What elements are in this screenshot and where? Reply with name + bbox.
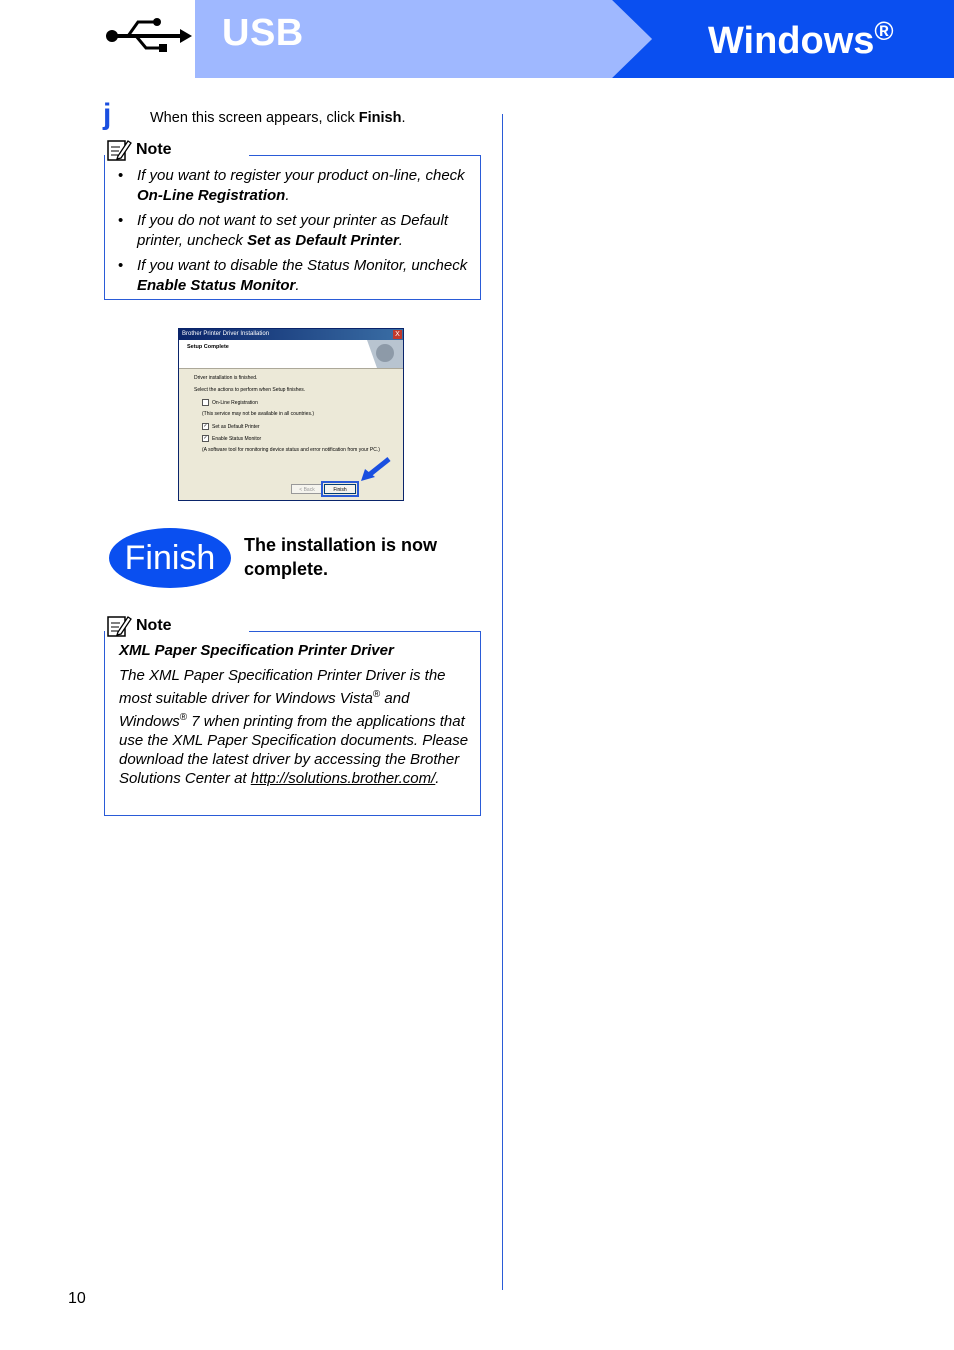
usb-icon <box>104 16 194 56</box>
page-number: 10 <box>68 1290 86 1307</box>
brother-solutions-link[interactable]: http://solutions.brother.com/ <box>250 770 436 787</box>
dialog-text: Driver installation is finished. <box>194 375 258 381</box>
list-item: • If you want to disable the Status Monitor, uncheck Enable Status Monitor. <box>105 256 480 296</box>
note-title: XML Paper Specification Printer Driver <box>119 642 394 659</box>
finish-message: The installation is now complete. <box>244 535 438 579</box>
setup-complete-dialog <box>178 328 404 501</box>
list-item: • If you want to register your product on-line, check On-Line Registration. <box>105 166 480 206</box>
default-printer-checkbox[interactable]: ✓ Set as Default Printer <box>203 423 260 430</box>
usb-title: USB <box>222 12 304 54</box>
note-heading: Note <box>106 138 172 162</box>
list-item: • If you do not want to set your printer as Default printer, uncheck Set as Default Printer. <box>105 211 480 251</box>
step-instruction: When this screen appears, click Finish. <box>150 110 406 126</box>
note-box-2 <box>104 631 481 816</box>
finish-button[interactable]: Finish <box>324 484 356 494</box>
step-letter: j <box>103 98 112 131</box>
close-icon[interactable]: X <box>393 330 402 339</box>
dialog-titlebar: Brother Printer Driver Installation X <box>179 329 403 340</box>
finish-badge: Finish <box>109 528 231 588</box>
note-heading: Note <box>106 614 172 638</box>
column-divider <box>502 114 503 1290</box>
dialog-text: (This service may not be available in all countries.) <box>202 411 314 417</box>
back-button[interactable]: < Back <box>291 484 323 494</box>
online-registration-checkbox[interactable]: On-Line Registration <box>194 399 403 406</box>
dialog-text: (A software tool for monitoring device status and error notification from your PC.) <box>202 447 380 453</box>
note-list <box>105 155 480 296</box>
banner-graphic-icon <box>353 340 403 368</box>
dialog-banner: Setup Complete <box>179 340 403 369</box>
arrow-icon <box>359 457 391 483</box>
note-body: The XML Paper Specification Printer Driver is the most suitable driver for Windows Vista® and Windows® 7 when printing from the applications that use the XML Paper Specification documents. Please download the latest driver by accessing the Brother Solutions Center at http://solutions.brother.com/. <box>119 667 469 787</box>
status-monitor-checkbox[interactable]: ✓ Enable Status Monitor <box>203 435 262 442</box>
note-box-1 <box>104 155 481 300</box>
dialog-text: Select the actions to perform when Setup finishes. <box>194 387 306 393</box>
windows-title: Windows® <box>708 16 894 62</box>
